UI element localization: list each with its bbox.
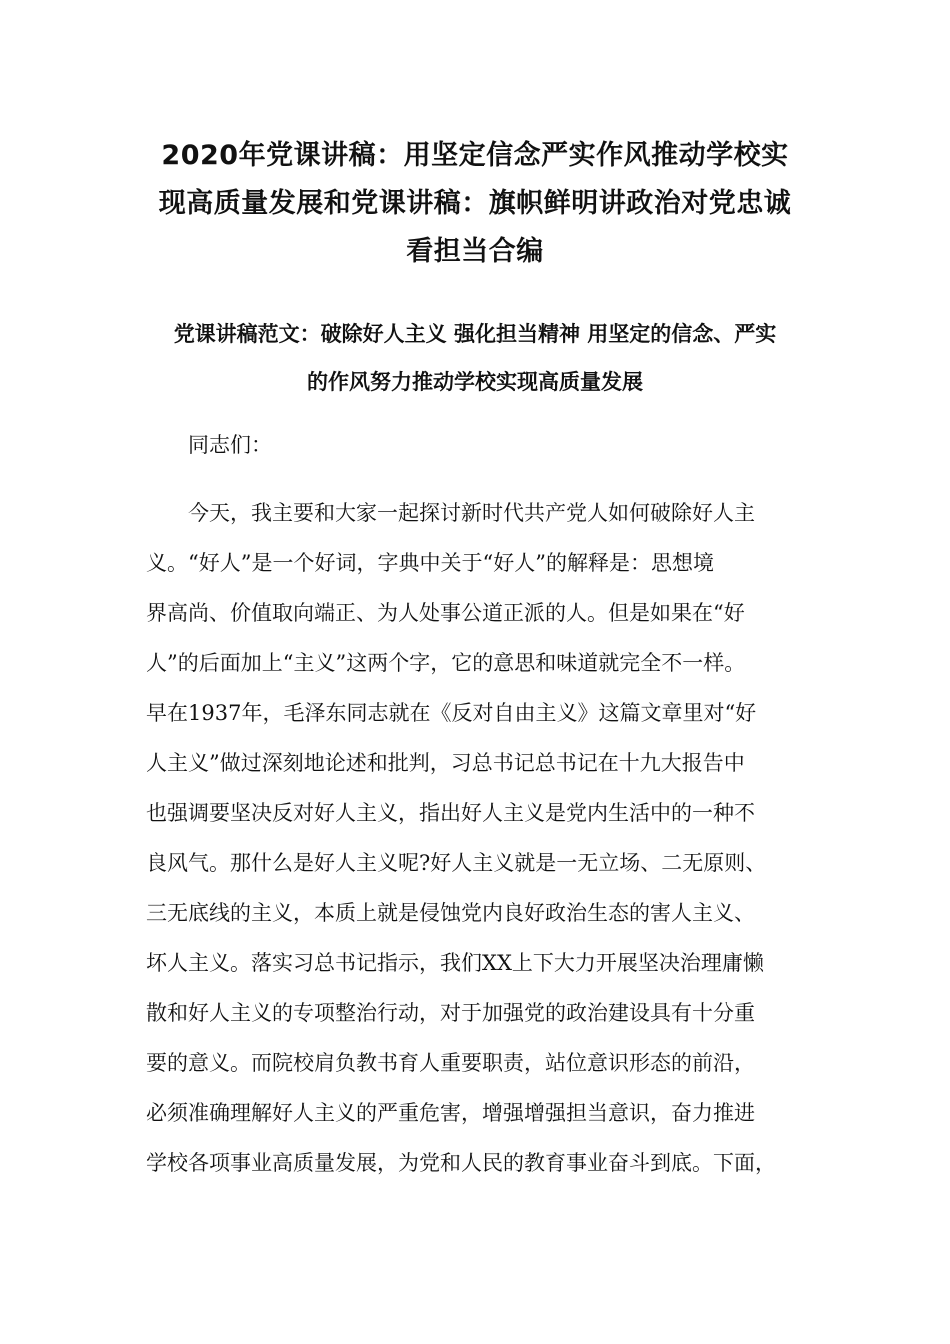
title-line: 现高质量发展和党课讲稿：旗帜鲜明讲政治对党忠诚 (158, 188, 792, 219)
paragraph-line: 良风气。那什么是好人主义呢?好人主义就是一无立场、二无原则、 (146, 851, 767, 875)
paragraph-line: 学校各项事业高质量发展，为党和人民的教育事业奋斗到底。下面， (146, 1151, 776, 1175)
paragraph-line: 早在1937年，毛泽东同志就在《反对自由主义》这篇文章里对“好 (146, 701, 757, 725)
paragraph-line: 坏人主义。落实习总书记指示，我们XX上下大力开展坚决治理庸懒 (146, 951, 764, 975)
subtitle-line: 的作风努力推动学校实现高质量发展 (307, 370, 643, 394)
body-paragraph (146, 488, 806, 1188)
paragraph-line: 今天，我主要和大家一起探讨新时代共产党人如何破除好人主 (188, 501, 755, 525)
paragraph-line: 界高尚、价值取向端正、为人处事公道正派的人。但是如果在“好 (146, 601, 745, 625)
paragraph-line: 必须准确理解好人主义的严重危害，增强增强担当意识，奋力推进 (146, 1101, 755, 1125)
paragraph-line: 散和好人主义的专项整治行动，对于加强党的政治建设具有十分重 (146, 1001, 755, 1025)
paragraph-line: 三无底线的主义，本质上就是侵蚀党内良好政治生态的害人主义、 (146, 901, 755, 925)
title-line: 2020年党课讲稿：用坚定信念严实作风推动学校实 (161, 140, 789, 171)
paragraph-line: 人主义”做过深刻地论述和批判，习总书记总书记在十九大报告中 (146, 751, 745, 775)
document-subtitle (150, 310, 800, 406)
salutation: 同志们： (188, 433, 272, 457)
paragraph-line: 义。“好人”是一个好词，字典中关于“好人”的解释是：思想境 (146, 551, 714, 575)
paragraph-line: 也强调要坚决反对好人主义，指出好人主义是党内生活中的一种不 (146, 801, 755, 825)
paragraph-line: 人”的后面加上“主义”这两个字，它的意思和味道就完全不一样。 (146, 651, 746, 675)
document-title (130, 132, 820, 276)
subtitle-line: 党课讲稿范文：破除好人主义 强化担当精神 用坚定的信念、严实 (173, 322, 777, 346)
title-line: 看担当合编 (406, 236, 544, 267)
paragraph-line: 要的意义。而院校肩负教书育人重要职责，站位意识形态的前沿， (146, 1051, 755, 1075)
